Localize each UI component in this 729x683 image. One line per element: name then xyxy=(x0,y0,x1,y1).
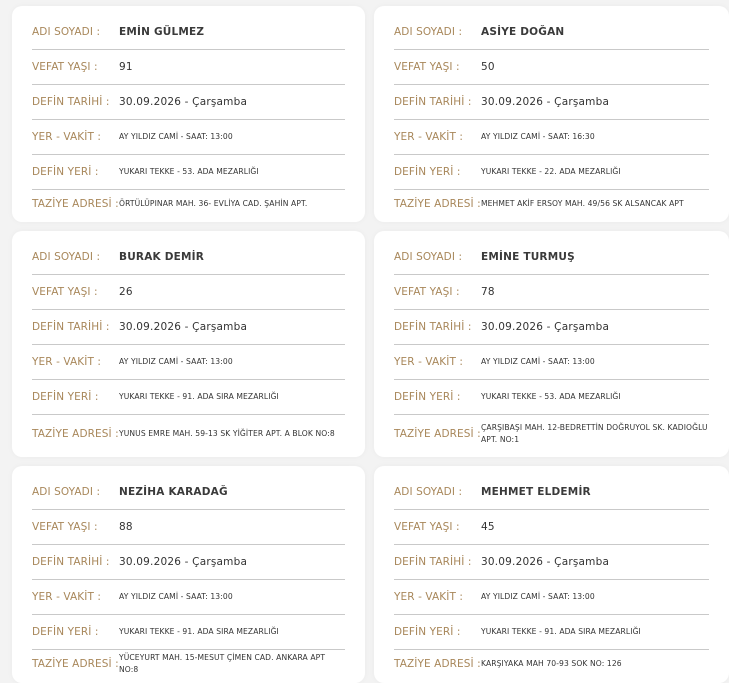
date-row xyxy=(394,84,709,120)
date-label: DEFİN TARİHİ : xyxy=(32,95,110,108)
age-row xyxy=(394,49,709,85)
name-label: ADI SOYADI : xyxy=(32,250,101,263)
date-label: DEFİN TARİHİ : xyxy=(32,555,110,568)
age-row xyxy=(32,274,345,310)
burial-value: YUKARI TEKKE - 91. ADA SIRA MEZARLIĞI xyxy=(481,626,641,636)
condolence-label: TAZİYE ADRESİ : xyxy=(32,658,119,670)
condolence-row xyxy=(32,414,345,454)
name-row xyxy=(32,14,345,50)
burial-label: DEFİN YERİ : xyxy=(32,625,99,638)
place-label: YER - VAKİT : xyxy=(32,355,102,368)
date-value: 30.09.2026 - Çarşamba xyxy=(481,320,610,333)
name-value: ASİYE DOĞAN xyxy=(481,25,565,38)
age-value: 88 xyxy=(119,520,133,533)
condolence-value: ÇARŞIBAŞI MAH. 12-BEDRETTİN DOĞRUYOL SK. KADIOĞLU APT. NO:1 xyxy=(481,423,708,444)
name-value: NEZİHA KARADAĞ xyxy=(119,485,228,498)
obituary-card xyxy=(374,231,729,457)
date-row xyxy=(32,84,345,120)
condolence-label: TAZİYE ADRESİ : xyxy=(394,428,481,440)
condolence-row xyxy=(32,189,345,219)
burial-row xyxy=(32,154,345,190)
age-label: VEFAT YAŞI : xyxy=(32,60,98,73)
date-value: 30.09.2026 - Çarşamba xyxy=(481,95,610,108)
age-label: VEFAT YAŞI : xyxy=(394,285,460,298)
date-value: 30.09.2026 - Çarşamba xyxy=(481,555,610,568)
name-row xyxy=(394,14,709,50)
name-row xyxy=(394,474,709,510)
place-row xyxy=(394,579,709,615)
date-label: DEFİN TARİHİ : xyxy=(32,320,110,333)
name-label: ADI SOYADI : xyxy=(394,250,463,263)
name-row xyxy=(32,239,345,275)
burial-label: DEFİN YERİ : xyxy=(394,165,461,178)
age-value: 50 xyxy=(481,60,495,73)
burial-value: YUKARI TEKKE - 53. ADA MEZARLIĞI xyxy=(481,391,621,401)
burial-value: YUKARI TEKKE - 91. ADA SIRA MEZARLIĞI xyxy=(119,626,279,636)
age-label: VEFAT YAŞI : xyxy=(32,520,98,533)
date-value: 30.09.2026 - Çarşamba xyxy=(119,320,248,333)
name-row xyxy=(32,474,345,510)
place-row xyxy=(394,344,709,380)
age-row xyxy=(32,49,345,85)
burial-row xyxy=(394,154,709,190)
place-value: AY YILDIZ CAMİ - SAAT: 13:00 xyxy=(481,591,595,601)
date-label: DEFİN TARİHİ : xyxy=(394,555,472,568)
condolence-value: YÜCEYURT MAH. 15-MESUT ÇİMEN CAD. ANKARA APT NO:8 xyxy=(119,653,326,674)
date-row xyxy=(394,309,709,345)
name-label: ADI SOYADI : xyxy=(32,485,101,498)
burial-label: DEFİN YERİ : xyxy=(394,390,461,403)
name-row xyxy=(394,239,709,275)
condolence-label: TAZİYE ADRESİ : xyxy=(394,198,481,210)
condolence-label: TAZİYE ADRESİ : xyxy=(394,658,481,670)
burial-label: DEFİN YERİ : xyxy=(32,390,99,403)
place-row xyxy=(32,344,345,380)
date-label: DEFİN TARİHİ : xyxy=(394,320,472,333)
burial-row xyxy=(394,614,709,650)
condolence-row xyxy=(32,649,345,679)
name-label: ADI SOYADI : xyxy=(32,25,101,38)
obituary-card xyxy=(374,466,729,683)
place-value: AY YILDIZ CAMİ - SAAT: 13:00 xyxy=(119,591,233,601)
date-value: 30.09.2026 - Çarşamba xyxy=(119,555,248,568)
obituary-card xyxy=(12,466,365,683)
condolence-value: KARŞIYAKA MAH 70-93 SOK NO: 126 xyxy=(481,659,622,668)
place-value: AY YILDIZ CAMİ - SAAT: 16:30 xyxy=(481,131,595,141)
burial-value: YUKARI TEKKE - 53. ADA MEZARLIĞI xyxy=(119,166,259,176)
age-row xyxy=(394,274,709,310)
burial-value: YUKARI TEKKE - 22. ADA MEZARLIĞI xyxy=(481,166,621,176)
burial-label: DEFİN YERİ : xyxy=(32,165,99,178)
place-label: YER - VAKİT : xyxy=(394,590,464,603)
age-row xyxy=(32,509,345,545)
place-row xyxy=(394,119,709,155)
burial-value: YUKARI TEKKE - 91. ADA SIRA MEZARLIĞI xyxy=(119,391,279,401)
condolence-value: ÖRTÜLÜPINAR MAH. 36- EVLİYA CAD. ŞAHİN APT. xyxy=(119,199,308,208)
condolence-label: TAZİYE ADRESİ : xyxy=(32,428,119,440)
name-value: BURAK DEMİR xyxy=(119,250,205,263)
place-value: AY YILDIZ CAMİ - SAAT: 13:00 xyxy=(119,131,233,141)
obituary-card xyxy=(374,6,729,222)
name-label: ADI SOYADI : xyxy=(394,485,463,498)
place-label: YER - VAKİT : xyxy=(32,130,102,143)
burial-row xyxy=(32,614,345,650)
obituary-card xyxy=(12,231,365,457)
date-row xyxy=(32,544,345,580)
age-value: 91 xyxy=(119,60,133,73)
place-row xyxy=(32,119,345,155)
age-label: VEFAT YAŞI : xyxy=(394,520,460,533)
condolence-label: TAZİYE ADRESİ : xyxy=(32,198,119,210)
date-row xyxy=(32,309,345,345)
age-row xyxy=(394,509,709,545)
condolence-value: MEHMET AKİF ERSOY MAH. 49/56 SK ALSANCAK APT xyxy=(481,199,684,208)
date-value: 30.09.2026 - Çarşamba xyxy=(119,95,248,108)
place-row xyxy=(32,579,345,615)
name-value: EMİN GÜLMEZ xyxy=(119,25,205,38)
burial-label: DEFİN YERİ : xyxy=(394,625,461,638)
age-label: VEFAT YAŞI : xyxy=(32,285,98,298)
place-label: YER - VAKİT : xyxy=(32,590,102,603)
condolence-row xyxy=(394,649,709,679)
date-label: DEFİN TARİHİ : xyxy=(394,95,472,108)
burial-row xyxy=(32,379,345,415)
condolence-value: YUNUS EMRE MAH. 59-13 SK YİĞİTER APT. A BLOK NO:8 xyxy=(119,429,335,438)
name-value: MEHMET ELDEMİR xyxy=(481,485,591,498)
age-value: 78 xyxy=(481,285,495,298)
condolence-row xyxy=(394,189,709,219)
obituary-card xyxy=(12,6,365,222)
name-label: ADI SOYADI : xyxy=(394,25,463,38)
age-value: 45 xyxy=(481,520,495,533)
age-value: 26 xyxy=(119,285,133,298)
name-value: EMİNE TURMUŞ xyxy=(481,250,575,263)
burial-row xyxy=(394,379,709,415)
place-label: YER - VAKİT : xyxy=(394,355,464,368)
place-value: AY YILDIZ CAMİ - SAAT: 13:00 xyxy=(481,356,595,366)
place-value: AY YILDIZ CAMİ - SAAT: 13:00 xyxy=(119,356,233,366)
place-label: YER - VAKİT : xyxy=(394,130,464,143)
condolence-row xyxy=(394,414,709,454)
age-label: VEFAT YAŞI : xyxy=(394,60,460,73)
date-row xyxy=(394,544,709,580)
